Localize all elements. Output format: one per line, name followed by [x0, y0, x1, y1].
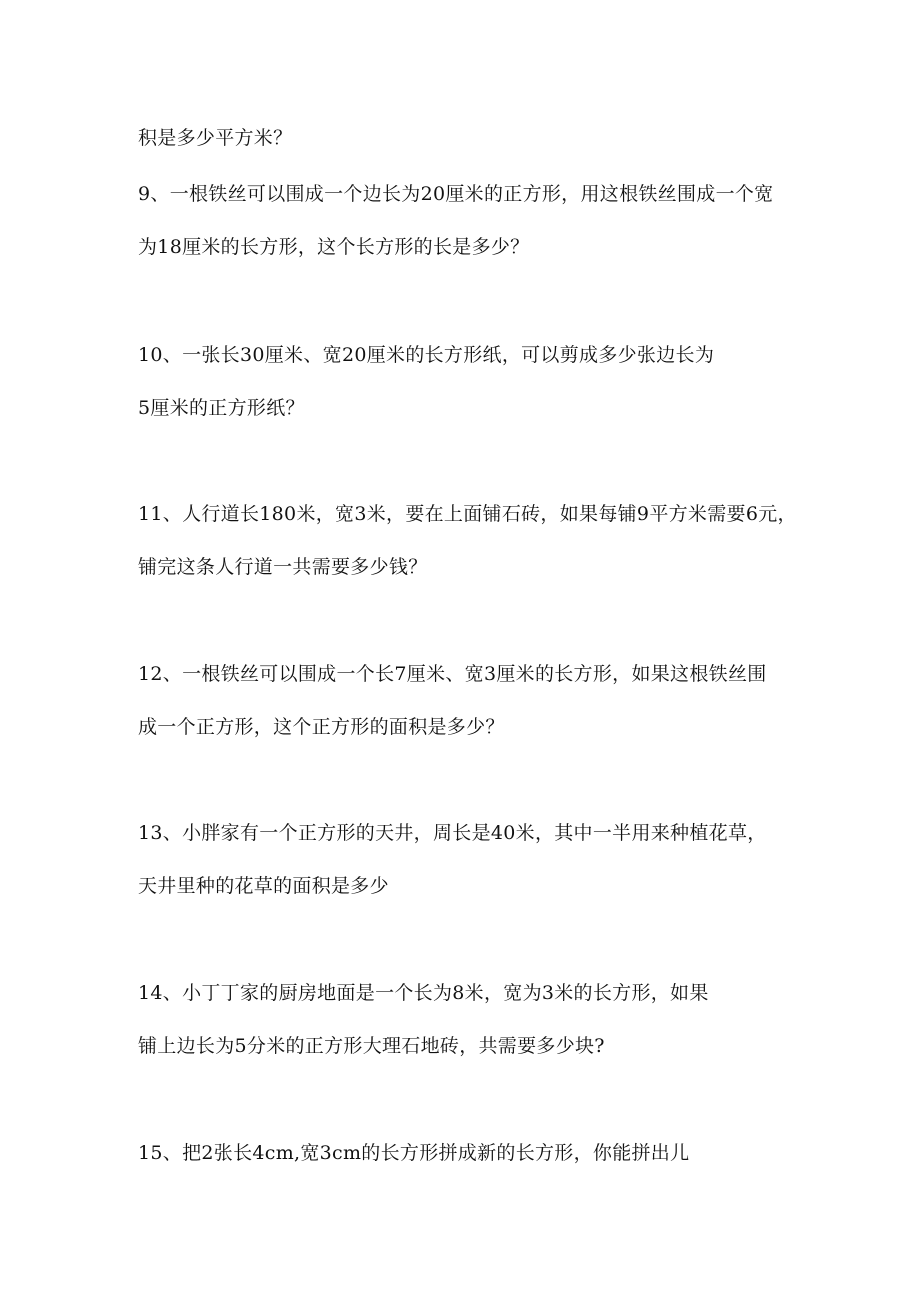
q12-line-2: 成一个正方形，这个正方形的面积是多少？	[138, 716, 505, 738]
q8-line-2: 积是多少平方米？	[138, 127, 293, 149]
q11-line-2: 铺完这条人行道一共需要多少钱？	[138, 556, 428, 578]
q13-line-2: 天井里种的花草的面积是多少	[138, 875, 389, 897]
q13-line-1: 13、小胖家有一个正方形的天井，周长是40米，其中一半用来种植花草，	[138, 822, 767, 844]
q10-line-2: 5厘米的正方形纸？	[138, 397, 305, 419]
q10-line-1: 10、一张长30厘米、宽20厘米的长方形纸，可以剪成多少张边长为	[138, 344, 715, 366]
q9-line-1: 9、一根铁丝可以围成一个边长为20厘米的正方形，用这根铁丝围成一个宽	[138, 183, 774, 205]
q11-line-1: 11、人行道长180米，宽3米，要在上面铺石砖，如果每铺9平方米需要6元，	[138, 503, 797, 525]
q12-line-1: 12、一根铁丝可以围成一个长7厘米、宽3厘米的长方形，如果这根铁丝围	[138, 663, 767, 685]
q14-line-1: 14、小丁丁家的厨房地面是一个长为8米，宽为3米的长方形，如果	[138, 982, 709, 1004]
q15-line-1: 15、把2张长4cm,宽3cm的长方形拼成新的长方形，你能拼出儿	[138, 1142, 690, 1164]
q9-line-2: 为18厘米的长方形，这个长方形的长是多少？	[138, 236, 530, 258]
q14-line-2: 铺上边长为5分米的正方形大理石地砖，共需要多少块?	[138, 1035, 605, 1057]
